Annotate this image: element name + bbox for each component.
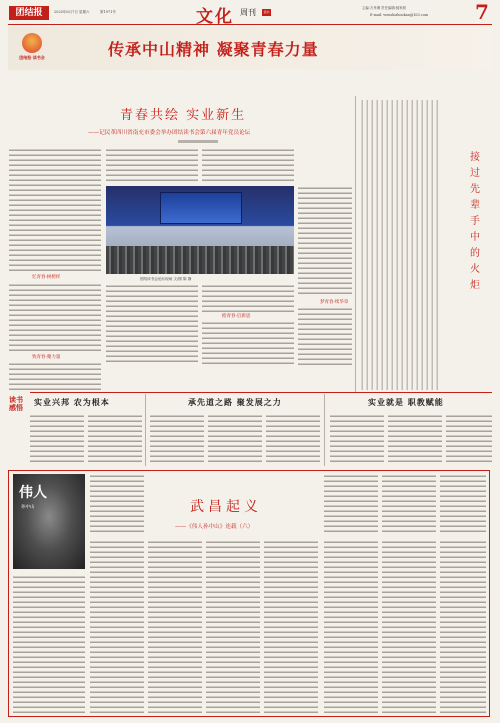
body-column bbox=[13, 575, 85, 713]
body-column bbox=[266, 414, 320, 464]
section-seal: 读书 bbox=[263, 10, 270, 14]
column-divider bbox=[355, 96, 356, 392]
body-column bbox=[440, 540, 486, 713]
sun-icon bbox=[22, 33, 42, 53]
body-column bbox=[88, 414, 142, 464]
header-rule bbox=[8, 24, 492, 25]
body-column bbox=[90, 540, 144, 713]
body-column bbox=[388, 414, 442, 464]
body-column bbox=[382, 540, 436, 713]
lead-title: 青春共绘 实业新生 bbox=[120, 108, 247, 123]
section-head: 梦青春·续华章 bbox=[320, 300, 349, 305]
reading-stamp: 读书感悟 bbox=[9, 395, 23, 412]
body-column bbox=[202, 148, 294, 184]
issue-number: 第1971号 bbox=[100, 10, 116, 14]
body-column bbox=[9, 148, 101, 273]
cover-subtitle: 孙中山 bbox=[21, 505, 35, 510]
article-title: 实业就是 职教赋能 bbox=[368, 397, 444, 407]
photo-caption: 团结读书会论坛现场 文/图 陈 静 bbox=[140, 277, 192, 281]
body-column bbox=[264, 540, 318, 713]
stage-screen bbox=[160, 192, 242, 224]
body-column bbox=[324, 540, 378, 713]
body-column bbox=[150, 414, 204, 464]
banner bbox=[8, 27, 492, 70]
serial-subtitle: ——《伟人孙中山》连载（六） bbox=[175, 524, 254, 530]
editor-info: 主编:万孝珊 责任编辑:郁家树 bbox=[362, 6, 407, 10]
body-column bbox=[330, 414, 384, 464]
body-column bbox=[90, 474, 144, 534]
lead-subtitle: ——记民革四川省南充市委会举办团结读书会第六届青年党员论坛 bbox=[88, 130, 251, 136]
body-column bbox=[202, 321, 294, 365]
issue-date: 2025年6月7日 星期六 bbox=[54, 10, 90, 14]
body-column bbox=[106, 284, 198, 364]
reading-club-logo bbox=[12, 31, 52, 63]
body-column bbox=[148, 540, 202, 713]
row-rule bbox=[30, 392, 492, 393]
section-head: 绘青春·启新思 bbox=[222, 314, 251, 319]
page-number: 7 bbox=[475, 0, 489, 24]
reading-club-label: 团结报·读书会 bbox=[19, 55, 45, 60]
side-title: 接过先辈手中的火炬 bbox=[470, 152, 480, 291]
column-divider bbox=[324, 394, 325, 466]
article-title: 实业兴邦 农为根本 bbox=[34, 397, 110, 407]
body-column bbox=[440, 474, 486, 534]
body-column bbox=[446, 414, 492, 464]
body-column bbox=[382, 474, 436, 534]
body-column bbox=[208, 414, 262, 464]
byline-left bbox=[178, 140, 218, 143]
body-column bbox=[9, 362, 101, 390]
section-title: 文化 bbox=[196, 7, 234, 27]
body-column bbox=[298, 307, 352, 367]
banner-slogan: 传承中山精神 凝聚青春力量 bbox=[108, 40, 319, 59]
poem-column bbox=[360, 100, 440, 390]
body-column bbox=[9, 283, 101, 353]
cover-title: 伟人 bbox=[19, 485, 47, 501]
editor-email: E-mail: wenshizhoukan@163.com bbox=[370, 13, 428, 17]
masthead-logo: 团结报 bbox=[9, 6, 49, 20]
body-column bbox=[202, 284, 294, 312]
section-head: 忆青春·树榜样 bbox=[32, 275, 61, 280]
body-column bbox=[206, 540, 260, 713]
serial-title: 武昌起义 bbox=[190, 499, 262, 515]
book-cover bbox=[13, 474, 85, 569]
audience bbox=[106, 246, 294, 274]
section-head: 致青春·聚力量 bbox=[32, 355, 61, 360]
section-subtitle: 周刊 bbox=[240, 8, 256, 17]
body-column bbox=[30, 414, 84, 464]
article-title: 承先道之路 聚发展之力 bbox=[188, 397, 282, 407]
column-divider bbox=[145, 394, 146, 466]
body-column bbox=[298, 186, 352, 296]
body-column bbox=[106, 148, 198, 184]
body-column bbox=[324, 474, 378, 534]
conference-photo bbox=[106, 186, 294, 274]
